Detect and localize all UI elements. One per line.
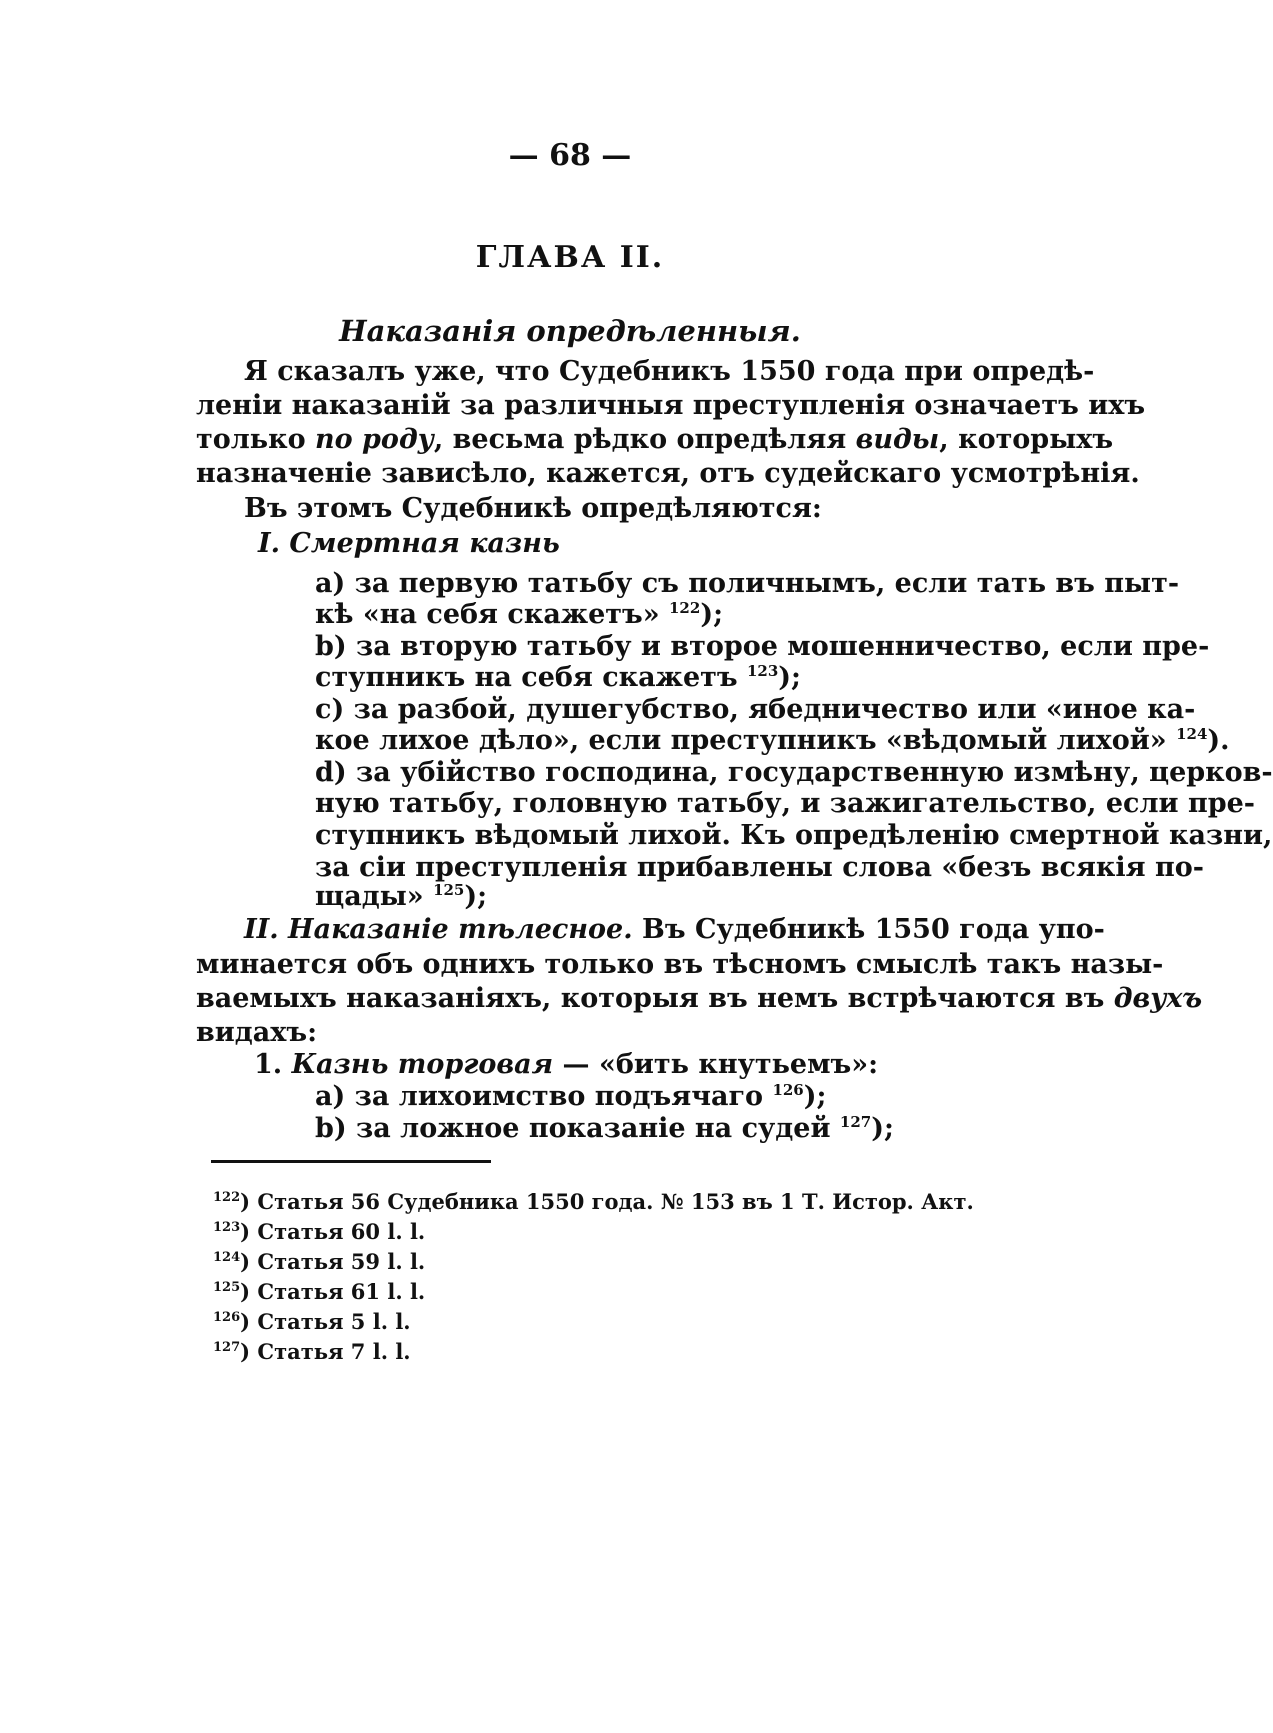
item-b-line-2: [315, 661, 801, 695]
footnote-text: ) Статья 61 l. l.: [240, 1279, 426, 1304]
item-c-text: кое лихое дѣло», если преступникъ «вѣдомый лихой»: [315, 725, 1167, 756]
item-d-line-1: d) за убійство господина, государственную измѣну, церков-: [315, 757, 1273, 788]
section2-line-2: минается объ однихъ только въ тѣсномъ смыслѣ такъ назы-: [196, 949, 1164, 980]
footnote-text: ) Статья 60 l. l.: [240, 1219, 426, 1244]
item-c-end: ).: [1207, 725, 1230, 756]
item-c-line-1: с) за разбой, душегубство, ябедничество или «иное ка-: [315, 694, 1196, 725]
footnote-text: ) Статья 5 l. l.: [240, 1309, 411, 1334]
item-a-text: кѣ «на себя скажетъ»: [315, 599, 660, 630]
intro-emph-by-kind: по роду: [315, 424, 434, 455]
sub1-item-a-text: а) за лихоимство подъячаго: [315, 1081, 764, 1112]
item-a-line-1: а) за первую татьбу съ поличнымъ, если тать въ пыт-: [315, 568, 1180, 599]
intro-word-only: только: [196, 424, 306, 455]
item-d-end: );: [464, 881, 488, 912]
sub1-rest: — «бить кнутьемъ»:: [553, 1049, 879, 1080]
item-d-text: щады»: [315, 881, 424, 912]
footnote-124: [213, 1248, 425, 1276]
intro-line-3: [196, 423, 1114, 457]
item-a-end: );: [700, 599, 724, 630]
intro-line-2: леніи наказаній за различныя преступленія означаетъ ихъ: [196, 390, 1146, 421]
footnote-123: [213, 1218, 425, 1246]
footnote-number: 122: [213, 1190, 241, 1205]
sub1-item-a-end: );: [803, 1081, 827, 1112]
footnote-126: [213, 1308, 411, 1336]
sub1-name: Казнь торговая: [291, 1049, 554, 1080]
item-b-text: ступникъ на себя скажетъ: [315, 662, 738, 693]
section2-line-4: видахъ:: [196, 1017, 318, 1048]
footnote-ref-125: 125: [433, 881, 465, 899]
intro-mid: , весьма рѣдко опредѣляя: [433, 424, 847, 455]
sub1-number: 1.: [254, 1049, 283, 1080]
sub1-item-b: [315, 1112, 894, 1146]
footnote-text: ) Статья 7 l. l.: [240, 1339, 411, 1364]
footnote-number: 126: [213, 1310, 241, 1325]
section2-line-3: [196, 982, 1203, 1016]
footnote-ref-123: 123: [746, 662, 779, 680]
footnote-divider: [211, 1160, 491, 1163]
chapter-title: ГЛАВА II.: [475, 240, 665, 275]
section2-line-1: [244, 913, 1105, 947]
item-b-end: );: [778, 662, 802, 693]
sub1-item-a: [315, 1080, 827, 1114]
heading-death-penalty: I. Смертная казнь: [258, 528, 560, 559]
footnote-ref-126: 126: [772, 1081, 804, 1099]
item-d-line-5: [315, 880, 487, 914]
section2-line-1-rest: Въ Судебникѣ 1550 года упо-: [632, 914, 1105, 945]
footnote-number: 123: [213, 1220, 241, 1235]
footnote-number: 124: [213, 1250, 241, 1265]
footnote-number: 127: [213, 1340, 241, 1355]
page-number: — 68 —: [508, 138, 632, 173]
footnote-125: [213, 1278, 425, 1306]
lead-line: Въ этомъ Судебникѣ опредѣляются:: [244, 493, 822, 524]
footnote-122: [213, 1188, 974, 1216]
heading-corporal-punishment: II. Наказаніе тѣлесное.: [244, 914, 633, 945]
sub1-item-b-end: );: [871, 1113, 894, 1144]
intro-emph-types: виды: [855, 424, 940, 455]
item-a-line-2: [315, 598, 723, 632]
intro-end: , которыхъ: [939, 424, 1114, 455]
intro-line-4: назначеніе зависѣло, кажется, отъ судейскаго усмотрѣнія.: [196, 458, 1140, 489]
section2-line-3-text: ваемыхъ наказаніяхъ, которыя въ немъ встрѣчаются въ: [196, 983, 1105, 1014]
footnote-ref-127: 127: [839, 1113, 872, 1131]
sub1-heading: [254, 1048, 878, 1082]
section-title: Наказанія опредѣленныя.: [339, 314, 801, 348]
footnote-ref-124: 124: [1176, 725, 1208, 743]
item-d-line-3: ступникъ вѣдомый лихой. Къ опредѣленію смертной казни,: [315, 820, 1273, 851]
footnote-text: ) Статья 59 l. l.: [240, 1249, 426, 1274]
item-c-line-2: [315, 724, 1230, 758]
sub1-item-b-text: b) за ложное показаніе на судей: [315, 1113, 831, 1144]
section2-emph-two: двухъ: [1113, 983, 1203, 1014]
footnote-127: [213, 1338, 411, 1366]
item-d-line-4: за сіи преступленія прибавлены слова «безъ всякія по-: [315, 852, 1205, 883]
item-d-line-2: ную татьбу, головную татьбу, и зажигательство, если пре-: [315, 788, 1255, 819]
footnote-text: ) Статья 56 Судебника 1550 года. № 153 въ 1 Т. Истор. Акт.: [240, 1189, 974, 1214]
footnote-number: 125: [213, 1280, 241, 1295]
intro-line-1: Я сказалъ уже, что Судебникъ 1550 года при опредѣ-: [244, 356, 1095, 387]
footnote-ref-122: 122: [669, 599, 701, 617]
item-b-line-1: b) за вторую татьбу и второе мошенничество, если пре-: [315, 631, 1210, 662]
